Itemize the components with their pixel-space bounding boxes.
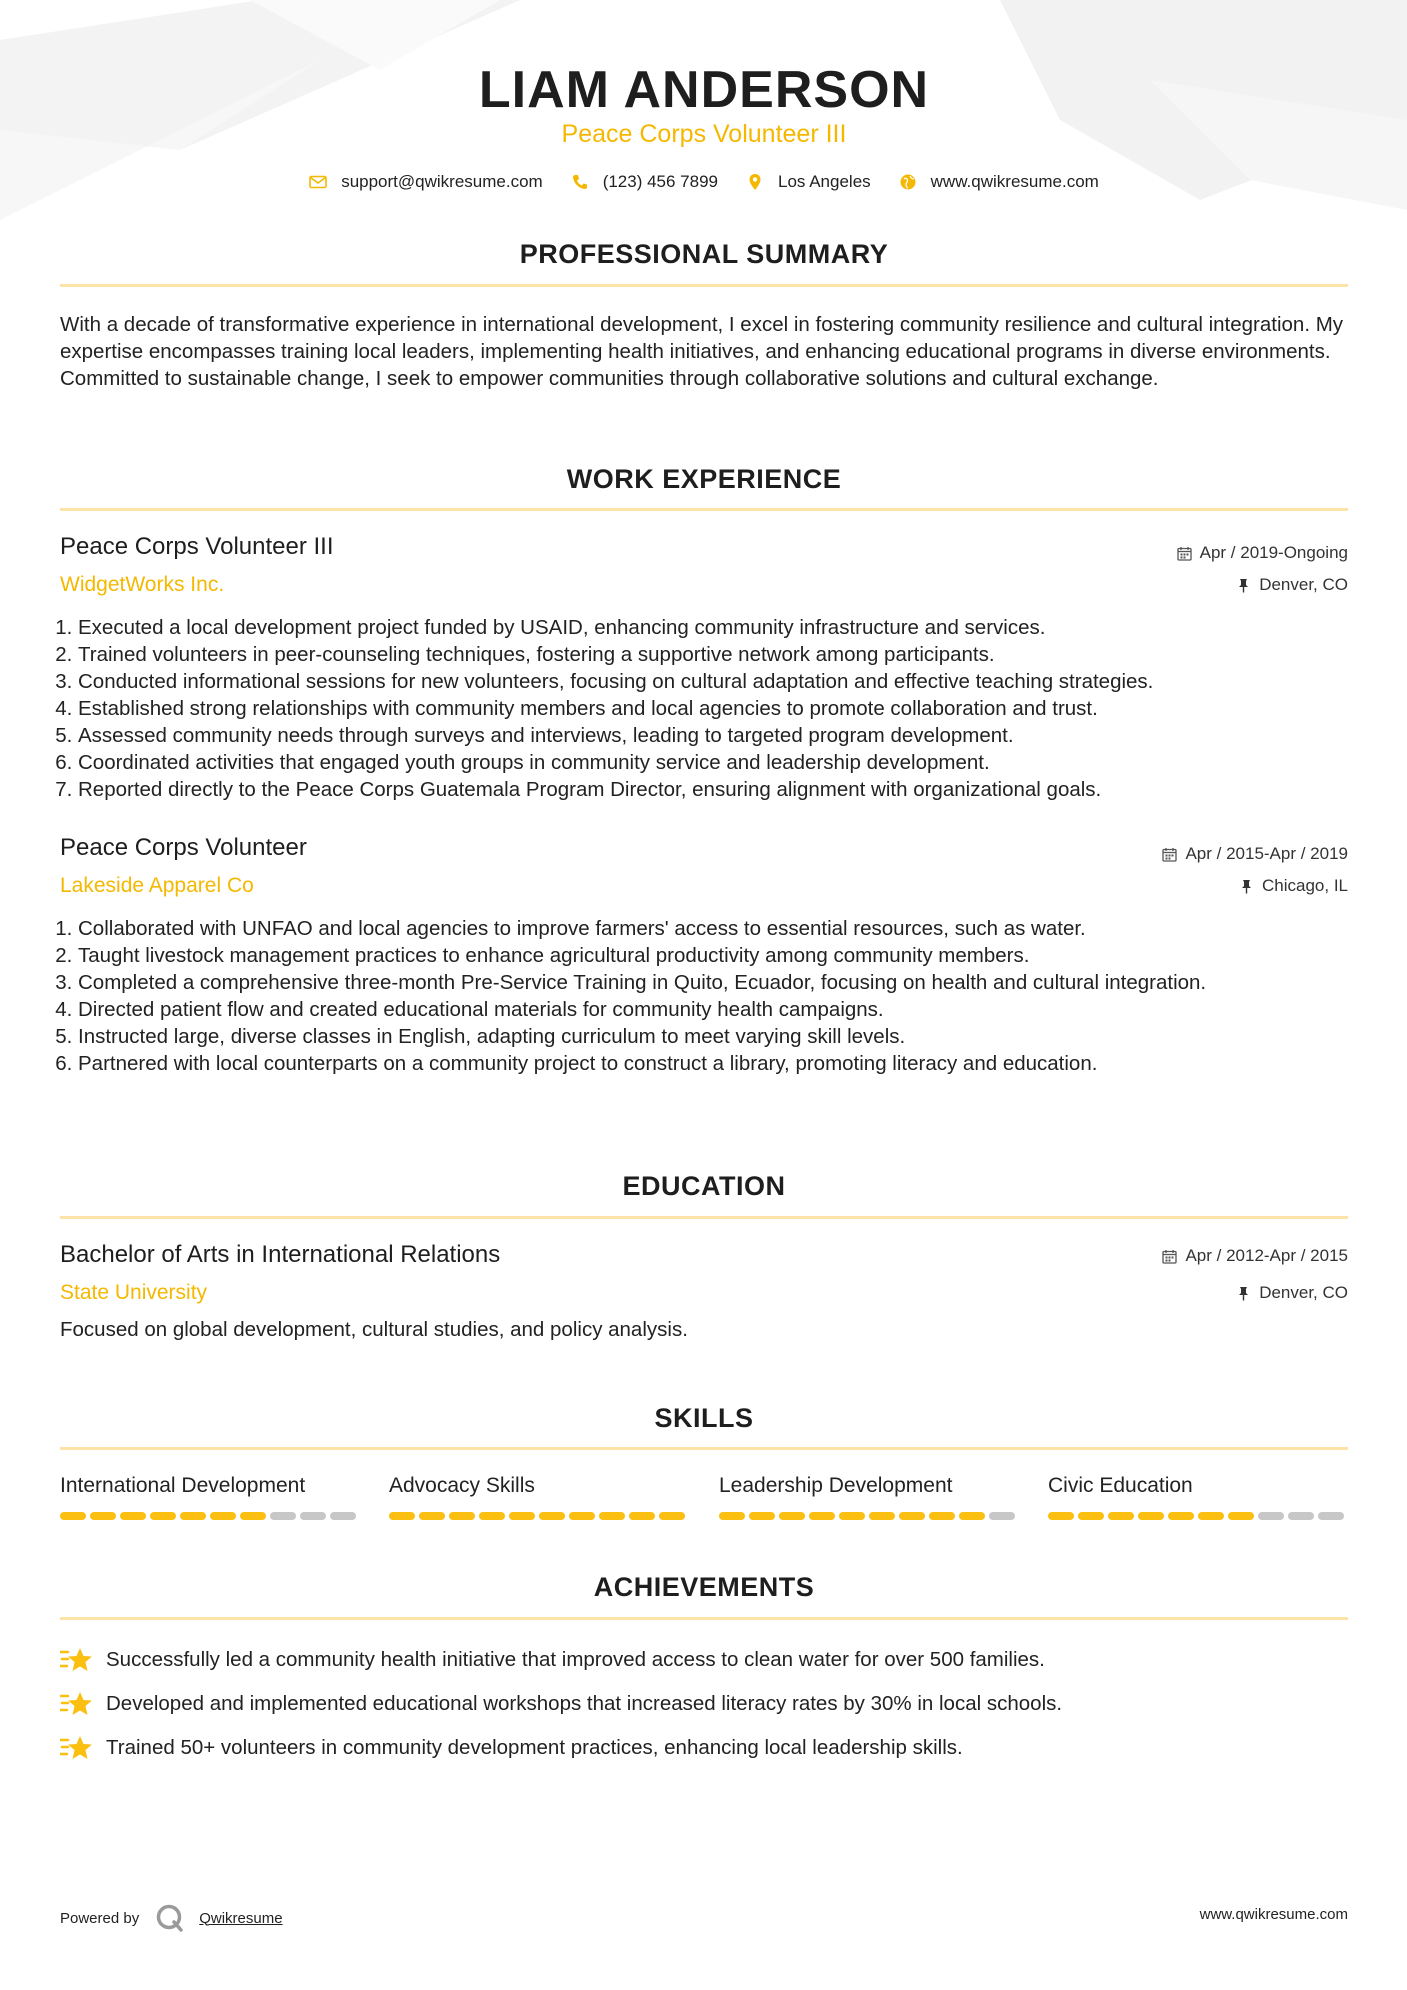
skill-level-segment: [270, 1512, 296, 1520]
achievement-item: [60, 1646, 1045, 1674]
achievements-divider: [60, 1617, 1348, 1620]
skill-level-segment: [330, 1512, 356, 1520]
list-item: 7. Reported directly to the Peace Corps Guatemala Program Director, ensuring alignment with organizational goals.: [78, 776, 1366, 803]
skill-item: [1048, 1474, 1348, 1520]
skill-level-segment: [929, 1512, 955, 1520]
skill-level-segment: [389, 1512, 415, 1520]
education-dates: [1162, 1246, 1348, 1266]
skill-level-segment: [599, 1512, 625, 1520]
skill-name: International Development: [60, 1474, 306, 1497]
skill-level-segment: [1168, 1512, 1194, 1520]
list-item: 2. Trained volunteers in peer-counseling techniques, fostering a supportive network among participants.: [78, 641, 1366, 668]
skill-level-segment: [60, 1512, 86, 1520]
skill-level-segment: [240, 1512, 266, 1520]
location-pin-icon: [746, 173, 764, 191]
skill-level-bar: [1048, 1512, 1348, 1520]
skill-level-bar: [719, 1512, 1019, 1520]
list-item: 5. Assessed community needs through surveys and interviews, leading to targeted program development.: [78, 722, 1366, 749]
skill-item: [719, 1474, 1019, 1520]
skill-level-segment: [989, 1512, 1015, 1520]
contact-email[interactable]: [309, 172, 543, 192]
skill-level-segment: [779, 1512, 805, 1520]
globe-icon: [899, 173, 917, 191]
job-dates-text: Apr / 2019-Ongoing: [1199, 543, 1348, 562]
phone-icon: [571, 173, 589, 191]
skill-level-segment: [1288, 1512, 1314, 1520]
degree-title: Bachelor of Arts in International Relations: [60, 1241, 501, 1268]
skill-level-segment: [210, 1512, 236, 1520]
skill-level-segment: [629, 1512, 655, 1520]
contact-bar: [60, 172, 1348, 192]
skill-level-segment: [449, 1512, 475, 1520]
qwikresume-link[interactable]: Qwikresume: [199, 1909, 283, 1927]
education-location-text: Denver, CO: [1259, 1283, 1348, 1302]
contact-phone-text: (123) 456 7899: [602, 172, 719, 191]
job-company: Lakeside Apparel Co: [60, 874, 254, 897]
skill-item: [60, 1474, 360, 1520]
skill-level-segment: [899, 1512, 925, 1520]
job-dates-text: Apr / 2015-Apr / 2019: [1185, 844, 1348, 863]
summary-text: With a decade of transformative experience in international development, I excel in fostering community resilience and cultural integration. My expertise encompasses training local leaders, implementing health initiatives, and enhancing educational programs in diverse environments. Committed to sustainable change, I seek to empower communities through collaborative solutions and cultural exchange.: [60, 313, 1344, 390]
contact-location-text: Los Angeles: [778, 172, 871, 191]
list-item: 2. Taught livestock management practices to enhance agricultural productivity among community members.: [78, 942, 1366, 969]
education-dates-text: Apr / 2012-Apr / 2015: [1185, 1246, 1348, 1265]
job-bullet-list: [60, 915, 1366, 1077]
skill-name: Leadership Development: [719, 1474, 953, 1497]
calendar-icon: [1162, 1249, 1177, 1264]
skill-level-segment: [1198, 1512, 1224, 1520]
job-title: Peace Corps Volunteer: [60, 834, 307, 861]
skill-level-segment: [300, 1512, 326, 1520]
skill-level-segment: [539, 1512, 565, 1520]
powered-by-label: Powered by: [60, 1909, 140, 1927]
achievements-heading: ACHIEVEMENTS: [593, 1572, 815, 1602]
contact-website[interactable]: [899, 172, 1099, 192]
job-company: WidgetWorks Inc.: [60, 573, 225, 596]
skill-level-segment: [479, 1512, 505, 1520]
skill-level-segment: [1108, 1512, 1134, 1520]
achievement-text: Trained 50+ volunteers in community development practices, enhancing local leadership skills.: [106, 1736, 963, 1759]
education-divider: [60, 1216, 1348, 1219]
list-item: 3. Conducted informational sessions for new volunteers, focusing on cultural adaptation and effective teaching strategies.: [78, 668, 1366, 695]
skill-level-segment: [659, 1512, 685, 1520]
contact-website-text: www.qwikresume.com: [930, 172, 1099, 191]
job-bullet-list: [60, 614, 1366, 803]
skill-level-segment: [1078, 1512, 1104, 1520]
education-description: Focused on global development, cultural studies, and policy analysis.: [60, 1318, 688, 1341]
skill-level-segment: [180, 1512, 206, 1520]
school-name: State University: [60, 1281, 208, 1304]
contact-location: [746, 172, 871, 192]
summary-heading: PROFESSIONAL SUMMARY: [519, 239, 889, 269]
list-item: 4. Directed patient flow and created educational materials for community health campaigns.: [78, 996, 1366, 1023]
experience-divider: [60, 508, 1348, 511]
skill-level-bar: [389, 1512, 689, 1520]
job-location: [1239, 876, 1348, 896]
skill-level-segment: [809, 1512, 835, 1520]
skill-level-bar: [60, 1512, 360, 1520]
job-location-text: Chicago, IL: [1262, 876, 1348, 895]
job-dates: [1177, 543, 1348, 563]
achievement-text: Successfully led a community health initiative that improved access to clean water for over 500 families.: [106, 1648, 1045, 1671]
list-item: 4. Established strong relationships with community members and local agencies to promote collaboration and trust.: [78, 695, 1366, 722]
skill-level-segment: [1318, 1512, 1344, 1520]
skill-level-segment: [719, 1512, 745, 1520]
skill-level-segment: [1228, 1512, 1254, 1520]
skill-level-segment: [150, 1512, 176, 1520]
calendar-icon: [1162, 847, 1177, 862]
job-location-text: Denver, CO: [1259, 575, 1348, 594]
contact-phone[interactable]: [571, 172, 718, 192]
contact-email-text: support@qwikresume.com: [341, 172, 543, 191]
skill-name: Civic Education: [1048, 1474, 1193, 1497]
achievement-text: Developed and implemented educational workshops that increased literacy rates by 30% in local schools.: [106, 1692, 1063, 1715]
pushpin-icon: [1236, 578, 1251, 593]
achievement-item: [60, 1690, 1062, 1718]
qwikresume-logo-icon: [155, 1903, 185, 1933]
experience-heading: WORK EXPERIENCE: [566, 464, 842, 494]
skill-level-segment: [1258, 1512, 1284, 1520]
candidate-title: Peace Corps Volunteer III: [561, 120, 847, 148]
skill-level-segment: [749, 1512, 775, 1520]
pushpin-icon: [1239, 879, 1254, 894]
footer-website[interactable]: www.qwikresume.com: [1199, 1906, 1348, 1923]
education-location: [1236, 1283, 1348, 1303]
skill-level-segment: [120, 1512, 146, 1520]
mail-icon: [309, 173, 327, 191]
skill-item: [389, 1474, 689, 1520]
skill-level-segment: [1138, 1512, 1164, 1520]
education-heading: EDUCATION: [622, 1171, 786, 1201]
list-item: 1. Collaborated with UNFAO and local agencies to improve farmers' access to essential resources, such as water.: [78, 915, 1366, 942]
skill-level-segment: [509, 1512, 535, 1520]
list-item: 1. Executed a local development project funded by USAID, enhancing community infrastructure and services.: [78, 614, 1366, 641]
skill-level-segment: [869, 1512, 895, 1520]
star-icon: [60, 1690, 92, 1718]
pushpin-icon: [1236, 1286, 1251, 1301]
achievement-item: [60, 1734, 963, 1762]
job-location: [1236, 575, 1348, 595]
list-item: 5. Instructed large, diverse classes in English, adapting curriculum to meet varying skill levels.: [78, 1023, 1366, 1050]
list-item: 3. Completed a comprehensive three-month Pre-Service Training in Quito, Ecuador, focusing on health and cultural integration.: [78, 969, 1366, 996]
skill-level-segment: [90, 1512, 116, 1520]
skills-heading: SKILLS: [654, 1403, 754, 1433]
footer-powered-by: [60, 1903, 283, 1933]
candidate-name: LIAM ANDERSON: [478, 61, 930, 119]
star-icon: [60, 1646, 92, 1674]
job-title: Peace Corps Volunteer III: [60, 533, 334, 560]
skill-name: Advocacy Skills: [389, 1474, 535, 1497]
calendar-icon: [1177, 546, 1192, 561]
skills-divider: [60, 1447, 1348, 1450]
job-dates: [1162, 844, 1348, 864]
skill-level-segment: [839, 1512, 865, 1520]
skill-level-segment: [1048, 1512, 1074, 1520]
list-item: 6. Coordinated activities that engaged youth groups in community service and leadership development.: [78, 749, 1366, 776]
skill-level-segment: [419, 1512, 445, 1520]
skill-level-segment: [569, 1512, 595, 1520]
star-icon: [60, 1734, 92, 1762]
list-item: 6. Partnered with local counterparts on a community project to construct a library, promoting literacy and education.: [78, 1050, 1366, 1077]
summary-divider: [60, 284, 1348, 287]
skill-level-segment: [959, 1512, 985, 1520]
